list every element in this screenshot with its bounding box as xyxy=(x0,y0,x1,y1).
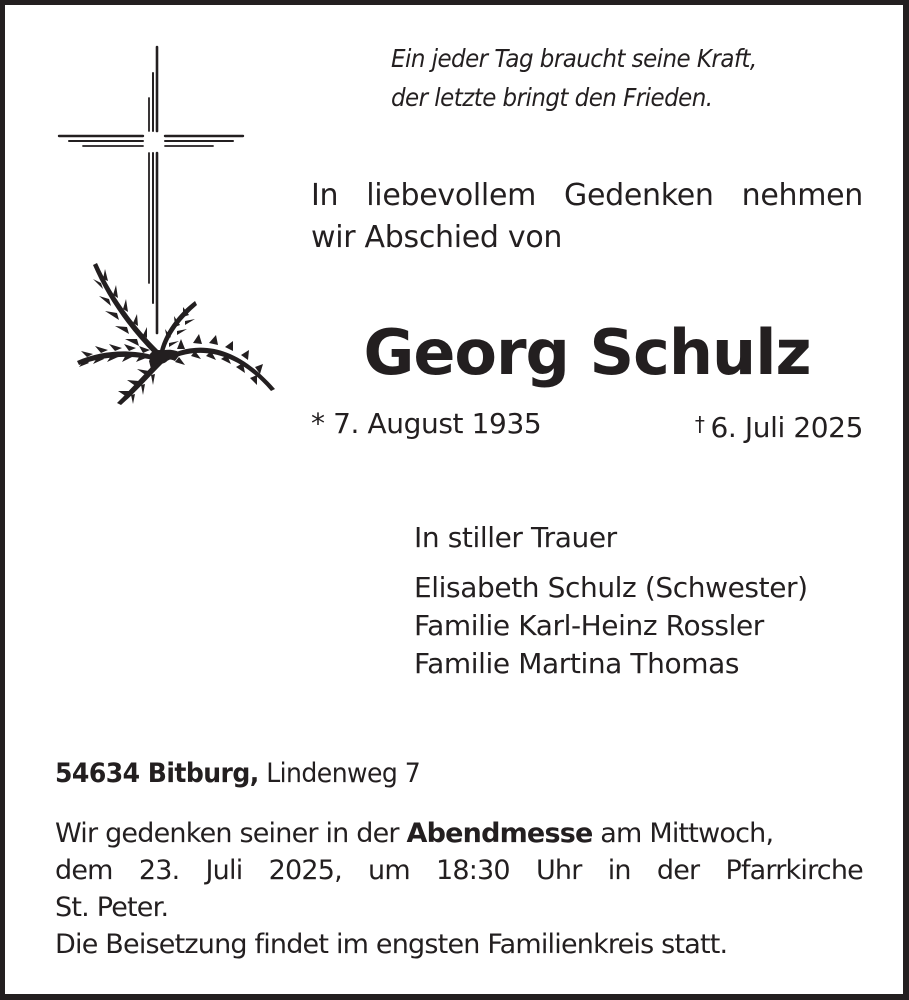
intro-text xyxy=(311,175,863,259)
service-word: dem xyxy=(55,855,113,886)
mourner-item: Elisabeth Schulz (Schwester) xyxy=(414,571,808,604)
birth-date xyxy=(311,404,541,448)
deceased-name: Georg Schulz xyxy=(363,316,811,389)
service-word: Uhr xyxy=(535,855,582,886)
motto-line-2: der letzte bringt den Frieden. xyxy=(391,83,713,112)
intro-word: In xyxy=(311,178,339,213)
service-word: der xyxy=(656,855,700,886)
service-line-4: Die Beisetzung findet im engsten Familienkreis statt. xyxy=(55,929,728,960)
service-word: um xyxy=(368,855,410,886)
life-dates xyxy=(311,404,863,448)
intro-word: nehmen xyxy=(741,178,863,213)
service-mass-label: Abendmesse xyxy=(406,818,593,849)
service-word: 2025, xyxy=(268,855,342,886)
mourning-heading: In stiller Trauer xyxy=(414,521,617,554)
service-line-1 xyxy=(55,815,863,852)
death-date-value: 6. Juli 2025 xyxy=(710,411,863,444)
death-date xyxy=(695,404,863,448)
intro-line-2: wir Abschied von xyxy=(311,220,563,255)
service-word: in xyxy=(607,855,631,886)
motto-line-1: Ein jeder Tag braucht seine Kraft, xyxy=(391,44,757,73)
cross-with-palm-branches-icon xyxy=(55,43,285,413)
mourner-item: Familie Karl-Heinz Rossler xyxy=(414,609,764,642)
motto-verse xyxy=(391,39,757,117)
mourners-list xyxy=(414,569,808,683)
service-line-3: St. Peter. xyxy=(55,892,169,923)
address-city: 54634 Bitburg, xyxy=(55,758,259,789)
service-word: Juli xyxy=(205,855,243,886)
service-word: Pfarrkirche xyxy=(725,855,863,886)
address xyxy=(55,754,420,794)
service-word: 23. xyxy=(138,855,180,886)
address-street: Lindenweg 7 xyxy=(266,758,421,789)
service-text: Wir gedenken seiner in der xyxy=(55,818,399,849)
service-word: 18:30 xyxy=(436,855,510,886)
memorial-service-text xyxy=(55,815,863,963)
service-line-2 xyxy=(55,852,863,889)
intro-word: Gedenken xyxy=(564,178,714,213)
intro-word: liebevollem xyxy=(366,178,537,213)
birth-date-value: 7. August 1935 xyxy=(333,407,542,440)
dagger-icon: † xyxy=(694,412,705,436)
mourner-item: Familie Martina Thomas xyxy=(414,647,740,680)
intro-line-1 xyxy=(311,175,863,217)
service-text: am Mittwoch, xyxy=(600,818,774,849)
birth-star-icon: * xyxy=(311,407,325,440)
